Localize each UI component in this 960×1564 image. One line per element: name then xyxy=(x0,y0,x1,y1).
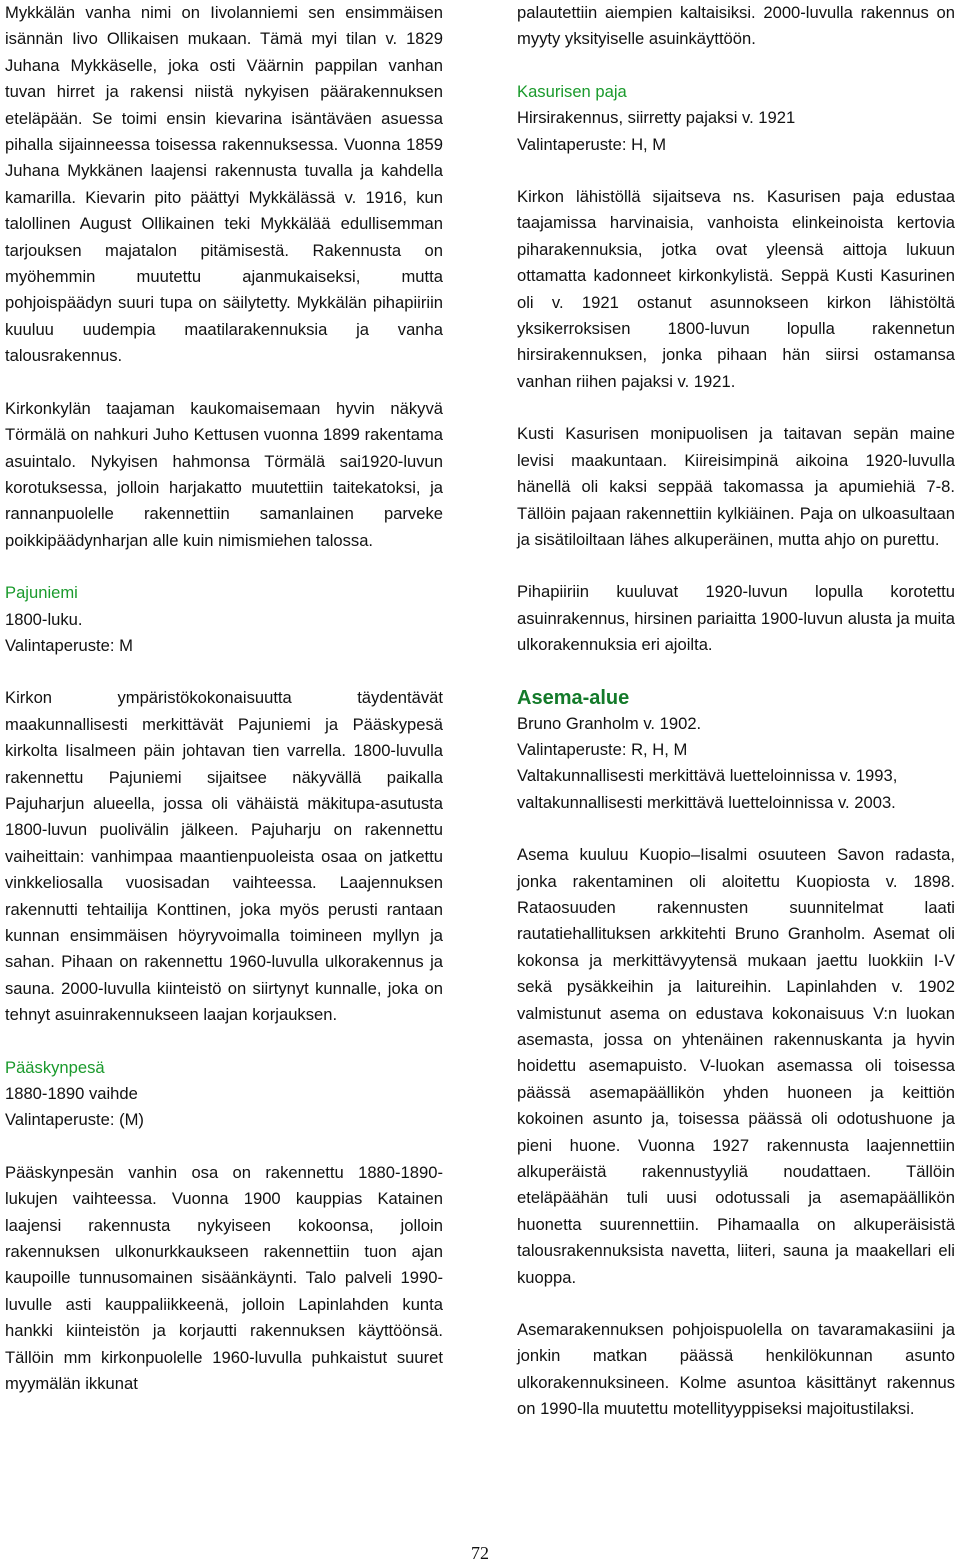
page-number: 72 xyxy=(471,1543,489,1563)
continuation-paragraph: palautettiin aiempien kaltaisiksi. 2000-luvulla rakennus on myyty yksityiselle asuinkäyttöön. xyxy=(517,3,955,49)
asema-alue-architect: Bruno Granholm v. 1902. xyxy=(517,713,702,733)
paaskynpesa-criteria: Valintaperuste: (M) xyxy=(5,1110,144,1130)
kasurisen-paja-section xyxy=(517,79,955,659)
pajuniemi-criteria: Valintaperuste: M xyxy=(5,635,133,655)
asema-alue-status-1: Valtakunnallisesti merkittävä luetteloinnissa v. 1993, xyxy=(517,766,898,786)
tormala-paragraph: Kirkonkylän taajaman kaukomaisemaan hyvin näkyvä Törmälä on nahkuri Juho Kettusen vuonna 1899 rakentama asuintalo. Nykyisen hahmonsa Törmälä sai1920-luvun korotuksessa, jolloin harjakatto muutettiin taitekatoksi, ja rannanpuolelle rakennettiin samanlainen parveke poikkipäädynharjan alle kuin nimismiehen talossa. xyxy=(5,398,443,550)
pajuniemi-section xyxy=(5,580,443,1029)
right-column xyxy=(517,0,955,1423)
kasurisen-paja-era: Hirsirakennus, siirretty pajaksi v. 1921 xyxy=(517,108,796,128)
asema-alue-status-2: valtakunnallisesti merkittävä luetteloinnissa v. 2003. xyxy=(517,792,896,812)
kasurisen-paja-criteria: Valintaperuste: H, M xyxy=(517,134,667,154)
paaskynpesa-paragraph: Pääskynpesän vanhin osa on rakennettu 1880-1890-lukujen vaihteessa. Vuonna 1900 kauppias Katainen laajensi rakennusta nykyiseen kokoonsa, jolloin rakennuksen ulkonurkkaukseen rakennettiin tuon ajan kaupoille tunnusomainen sisäänkäynti. Talo palveli 1990-luvulle asti kauppaliikkeenä, jolloin Lapinlahden kunta hankki kiinteistön ja korjautti rakennuksen käyttöönsä. Tällöin mm kirkonpuolelle 1960-luvulla puhkaistut suuret myymälän ikkunat xyxy=(5,1162,443,1394)
asema-alue-heading: Asema-alue xyxy=(517,686,630,709)
pajuniemi-paragraph: Kirkon ympäristökokonaisuutta täydentävät maakunnallisesti merkittävät Pajuniemi ja Pääskypesä kirkolta Iisalmeen päin johtavan tien varrella. 1800-luvulla rakennettu Pajuniemi sijaitsee näkyvällä paikalla Pajuharjun alueella, jossa oli vähäistä mäkitupa-asutusta 1800-luvun puolivälin jälkeen. Pajuharju on rakennettu vaiheittain: vanhimpaa maantienpuoleista osaa on jatkettu vinkkeliosalla vuosisadan vaihteessa. Laajennuksen rakennutti tehtailija Konttinen, joka myös perusti rantaan kunnan ensimmäisen höyryvoimalla toimineen myllyn ja sahan. Pihaan on rakennettu 1960-luvulla ulkorakennus ja sauna. 2000-luvulla kiinteistö on siirtynyt kunnalle, joka on tehnyt asuinrakennukseen laajan korjauksen. xyxy=(5,688,443,1025)
paaskynpesa-era: 1880-1890 vaihde xyxy=(5,1084,138,1104)
asema-alue-criteria: Valintaperuste: R, H, M xyxy=(517,739,688,759)
kasurisen-paja-paragraph-1: Kirkon lähistöllä sijaitseva ns. Kasurisen paja edustaa taajamissa harvinaisia, vanhoista elinkeinoista kertovia piharakennuksia, jotka ovat yleensä aittoja lukuun ottamatta kadonneet kirkonkylistä. Seppä Kusti Kasurinen oli v. 1921 ostanut asunnokseen kirkon lähistöltä yksikerroksisen 1800-luvun lopulla rakennetun hirsirakennuksen, jonka pihaan hän siirsi ostamansa vanhan riihen pajaksi v. 1921. xyxy=(517,187,955,391)
kasurisen-paja-heading: Kasurisen paja xyxy=(517,81,627,101)
asema-alue-paragraph-2: Asemarakennuksen pohjoispuolella on tavaramakasiini ja jonkin matkan päässä henkilökunnan asunto ulkorakennuksineen. Kolme asuntoa käsittänyt rakennus on 1990-lla muutettu motellityyppiseksi majoitustilaksi. xyxy=(517,1320,955,1419)
paaskynpesa-heading: Pääskynpesä xyxy=(5,1057,105,1077)
asema-alue-section xyxy=(517,685,955,1423)
pajuniemi-heading: Pajuniemi xyxy=(5,583,78,603)
pajuniemi-era: 1800-luku. xyxy=(5,609,83,629)
paaskynpesa-section xyxy=(5,1055,443,1398)
kasurisen-paja-paragraph-3: Pihapiiriin kuuluvat 1920-luvun lopulla korotettu asuinrakennus, hirsinen pariaitta 1900-luvun alusta ja muita ulkorakennuksia eri ajoilta. xyxy=(517,582,955,655)
mykkala-paragraph: Mykkälän vanha nimi on Iivolanniemi sen ensimmäisen isännän Iivo Ollikaisen mukaan. Tämä myi tilan v. 1829 Juhana Mykkäselle, joka osti Väärnin pappilan vanhan tuvan hirret ja rakensi niistä nykyisen päärakennuksen eteläpään. Se toimi ensin kievarina isäntäväen asuessa pihalla sijainneessa toisessa rakennuksessa. Vuonna 1859 Juhana Mykkänen laajensi rakennusta tuvalla ja kahdella kamarilla. Kievarin pito päättyi Mykkälässä v. 1916, kun talollinen August Ollikainen teki Mykkälää edullisemman tarjouksen majatalon pitämisestä. Rakennusta on myöhemmin muutettu ajanmukaiseksi, mutta pohjoispäädyn suuri tupa on säilytetty. Mykkälän pihapiiriin kuuluu uudempia maatilarakennuksia ja vanha talousrakennus. xyxy=(5,3,443,366)
left-column xyxy=(5,0,443,1398)
asema-alue-paragraph-1: Asema kuuluu Kuopio–Iisalmi osuuteen Savon radasta, jonka rakentaminen oli aloitettu Kuopiosta v. 1898. Rataosuuden rakennusten suunnitelmat laati rautatiehallituksen arkkitehti Bruno Granholm. Asemat oli kokonsa ja merkittävyytensä mukaan jaettu luokkiin I-V sekä pysäkkeihin ja laitureihin. Lapinlahden v. 1902 valmistunut asema on edustava kokonaisuus V:n luokan asemasta, jossa on yhtenäinen rakennuskanta ja hyvin hoidettu asemapuisto. V-luokan asemassa oli toisessa päässä asemapäällikön yhden huoneen ja keittiön kokoinen asunto ja, toisessa päässä oli odotushuone ja pieni huone. Vuonna 1927 rakennusta laajennettiin alkuperäistä rakennustyyliä noudattaen. Tällöin eteläpäähän tuli uusi odotussali ja asemapäällikön huonetta suurennettiin. Pihamaalla on alkuperäisistä talousrakennuksista navetta, liiteri, sauna ja maakellari eli kuoppa. xyxy=(517,845,955,1287)
kasurisen-paja-paragraph-2: Kusti Kasurisen monipuolisen ja taitavan sepän maine levisi maakuntaan. Kiireisimpinä aikoina 1920-luvulla hänellä oli kaksi seppää takomassa ja apumiehiä 7-8. Tällöin pajaan rakennettiin kylkiäinen. Paja on ulkoasultaan ja sisätiloiltaan lähes alkuperäinen, mutta ahjo on purettu. xyxy=(517,424,955,549)
